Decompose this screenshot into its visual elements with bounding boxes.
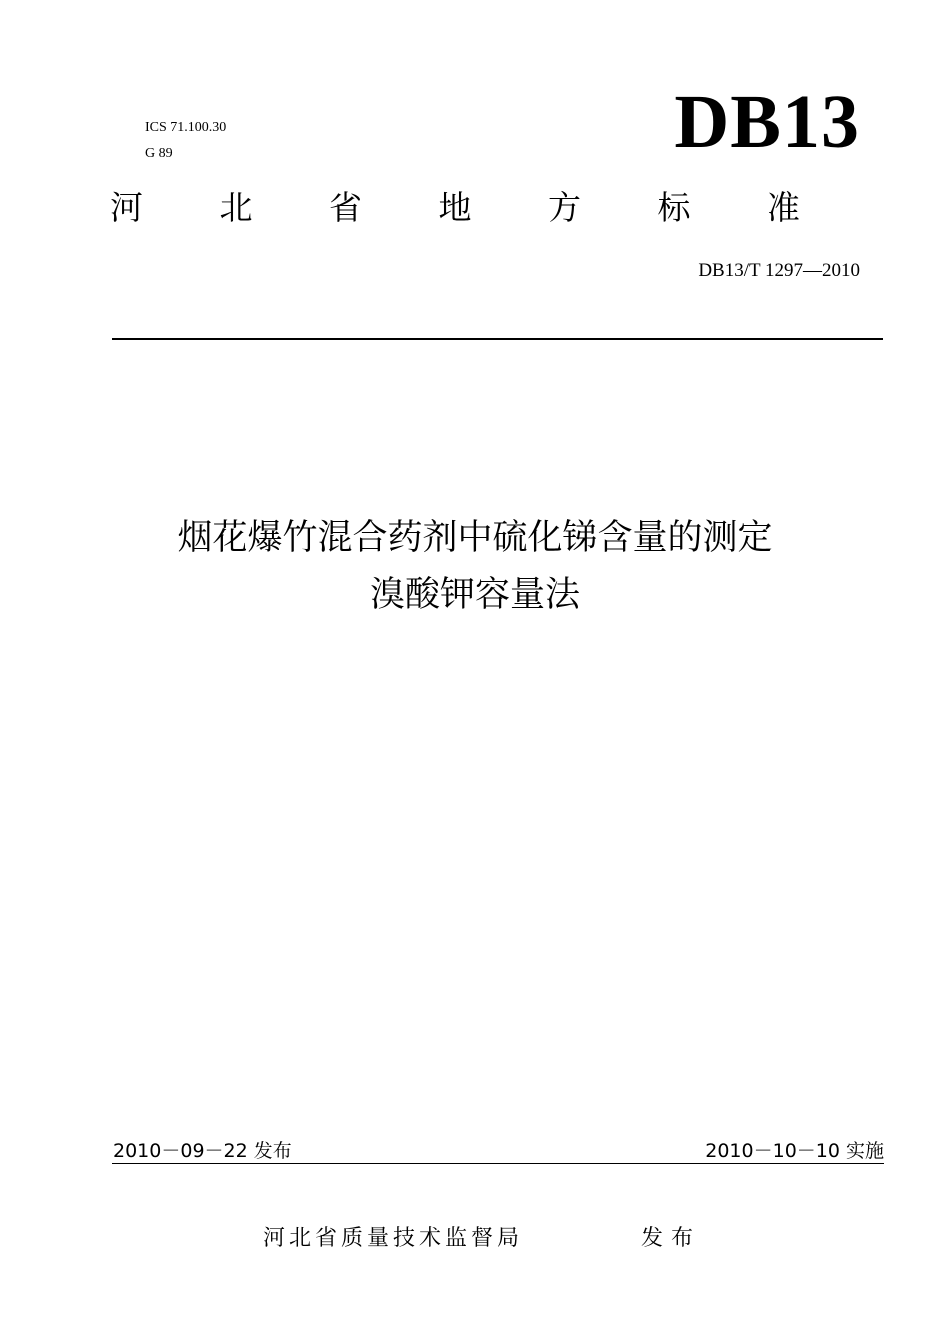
standard-type-char: 标 (657, 188, 691, 227)
implementation-date: 2010－10－10 实施 (705, 1140, 884, 1162)
document-title-line-1: 烟花爆竹混合药剂中硫化锑含量的测定 (177, 518, 773, 558)
publisher-name: 河北省质量技术监督局 (263, 1226, 524, 1251)
ics-code: ICS 71.100.30 (145, 120, 227, 135)
classification-code: G 89 (145, 146, 173, 161)
document-title-line-2: 溴酸钾容量法 (369, 575, 580, 615)
standard-type-char: 准 (767, 188, 800, 227)
standard-type-heading (110, 188, 800, 228)
issue-date: 2010－09－22 发布 (113, 1140, 292, 1162)
top-divider (112, 338, 883, 340)
standard-number: DB13/T 1297—2010 (698, 260, 860, 281)
standard-type-char: 方 (548, 188, 581, 227)
standard-type-char: 河 (110, 188, 143, 227)
publisher-verb: 发布 (641, 1226, 702, 1251)
standard-type-char: 省 (329, 188, 362, 227)
standard-type-char: 北 (219, 188, 253, 227)
bottom-divider (112, 1163, 884, 1164)
db13-logo: DB13 (674, 80, 860, 164)
standard-type-char: 地 (438, 188, 472, 227)
